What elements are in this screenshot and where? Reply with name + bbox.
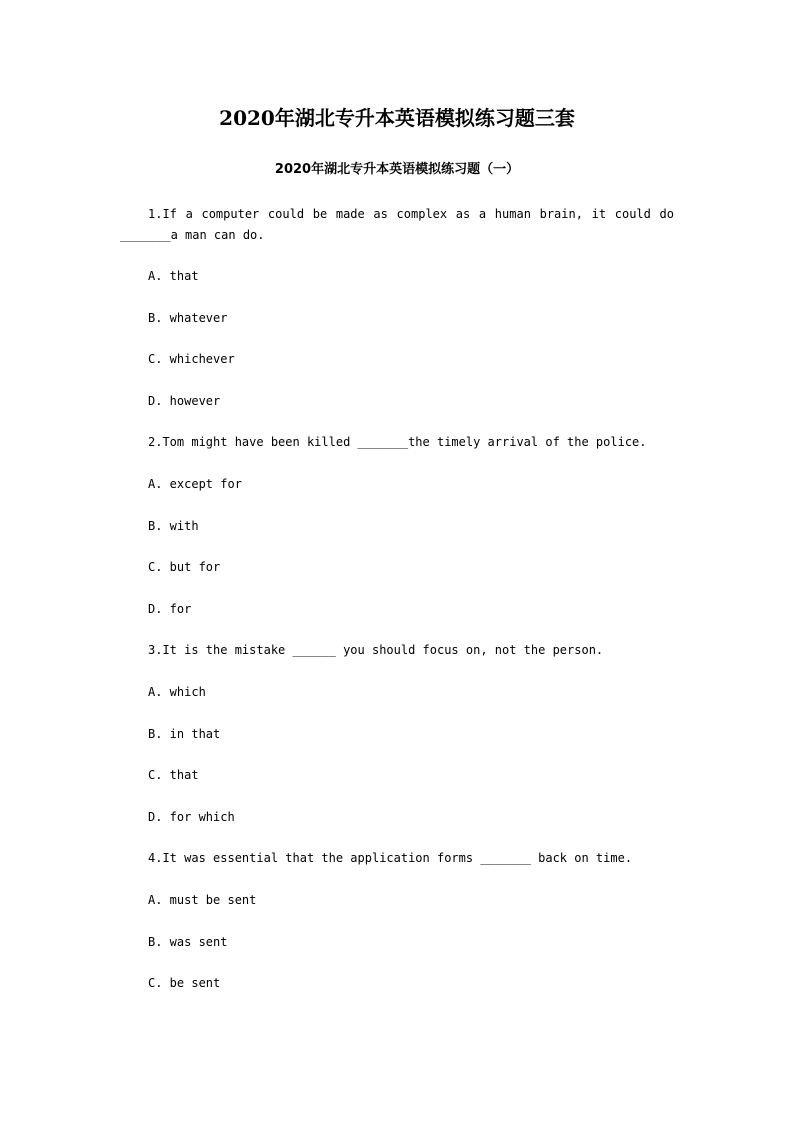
question-1-stem: 1.If a computer could be made as complex as a human brain, it could do [148,207,674,221]
question-2-option-b: B. with [148,519,199,533]
question-2-option-a: A. except for [148,477,242,491]
document-title: 2020年湖北专升本英语模拟练习题三套 [219,106,575,130]
question-3-option-c: C. that [148,768,199,782]
question-2-stem: 2.Tom might have been killed _______the timely arrival of the police. [148,435,647,449]
question-1-stem-continued: _______a man can do. [120,228,265,242]
question-2-option-c: C. but for [148,560,221,574]
question-1-option-d: D. however [148,394,221,408]
question-4-option-b: B. was sent [148,935,228,949]
question-4-stem: 4.It was essential that the application forms _______ back on time. [148,851,633,865]
question-2-option-d: D. for [148,602,192,616]
question-1-option-b: B. whatever [148,311,228,325]
question-3-option-b: B. in that [148,727,221,741]
question-3-option-a: A. which [148,685,206,699]
question-1-option-c: C. whichever [148,352,235,366]
question-3-option-d: D. for which [148,810,235,824]
question-3-stem: 3.It is the mistake ______ you should focus on, not the person. [148,643,604,657]
section-title: 2020年湖北专升本英语模拟练习题（一） [274,162,520,177]
question-4-option-c: C. be sent [148,976,221,990]
question-1-option-a: A. that [148,269,199,283]
question-4-option-a: A. must be sent [148,893,257,907]
